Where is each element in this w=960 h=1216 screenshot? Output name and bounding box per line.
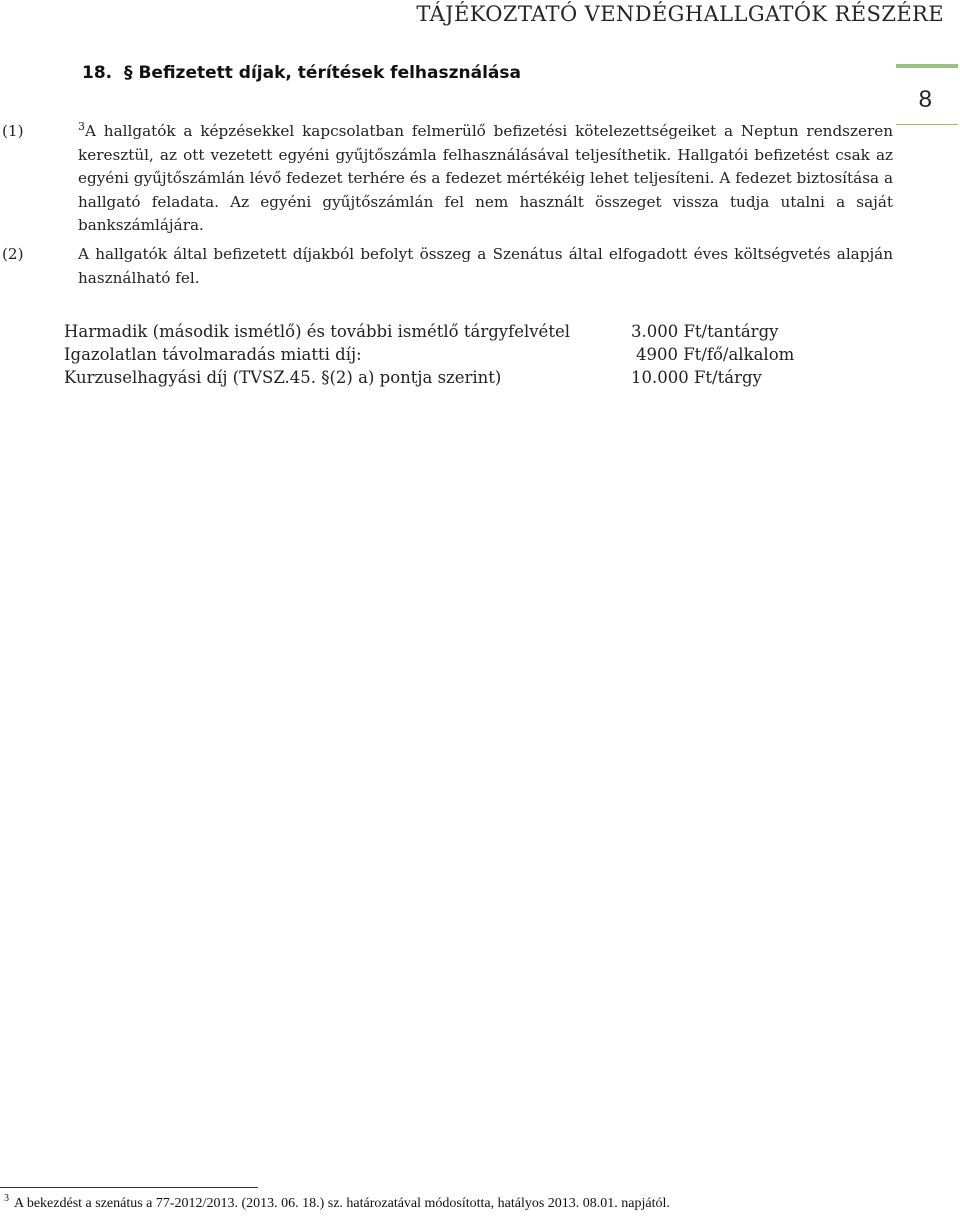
paragraph-body: A hallgatók a képzésekkel kapcsolatban felmerülő befizetési kötelezettségeiket a Neptun rendszeren keresztül, az ott vezetett egyéni gyűjtőszámla felhasználásával teljesíthetik. Hallgatói befizetést csak az egyéni gyűjtőszámlán lévő fedezet terhére és a fedezet mértékéig lehet teljesíteni. A fedezet biztosítása a hallgató feladata. Az egyéni gyűjtőszámlán fel nem használt összeget vissza tudja utalni a saját bankszámlájára. <box>78 122 893 235</box>
section-title-text: Befizetett díjak, térítések felhasználása <box>138 63 521 83</box>
fee-row <box>64 343 844 366</box>
paragraph-marker: (1) <box>2 122 24 140</box>
page-number: 8 <box>918 86 932 113</box>
running-header: TÁJÉKOZTATÓ VENDÉGHALLGATÓK RÉSZÉRE <box>416 2 944 26</box>
fee-value: 10.000 Ft/tárgy <box>631 368 762 387</box>
fee-value: 4900 Ft/fő/alkalom <box>636 345 795 364</box>
footnote-separator <box>0 1187 258 1188</box>
footnote-text: A bekezdést a szenátus a 77-2012/2013. (2013. 06. 18.) sz. határozatával módosította, hatályos 2013. 08.01. napjától. <box>14 1196 670 1211</box>
fee-label: Kurzuselhagyási díj (TVSZ.45. §(2) a) pontja szerint) <box>64 368 502 387</box>
section-heading <box>82 63 521 83</box>
paragraph-text <box>78 120 893 238</box>
footnote-reference[interactable]: 3 <box>78 119 85 133</box>
section-number: 18. <box>82 63 113 83</box>
footnote <box>4 1193 670 1212</box>
page-number-top-rule <box>896 64 958 68</box>
footnote-number: 3 <box>4 1193 9 1205</box>
fee-label: Igazolatlan távolmaradás miatti díj: <box>64 345 362 364</box>
page-number-rule <box>896 124 958 125</box>
fee-label: Harmadik (második ismétlő) és további ismétlő tárgyfelvétel <box>64 322 570 341</box>
paragraph-1 <box>0 120 893 238</box>
fee-value: 3.000 Ft/tantárgy <box>631 322 779 341</box>
paragraph-2 <box>0 243 893 290</box>
paragraph-text: A hallgatók által befizetett díjakból befolyt összeg a Szenátus által elfogadott éves költségvetés alapján használható fel. <box>78 245 893 287</box>
fee-row <box>64 320 844 343</box>
paragraph-marker: (2) <box>2 245 24 263</box>
fee-row <box>64 366 844 389</box>
section-symbol: § <box>124 63 133 83</box>
fee-list <box>64 320 844 389</box>
